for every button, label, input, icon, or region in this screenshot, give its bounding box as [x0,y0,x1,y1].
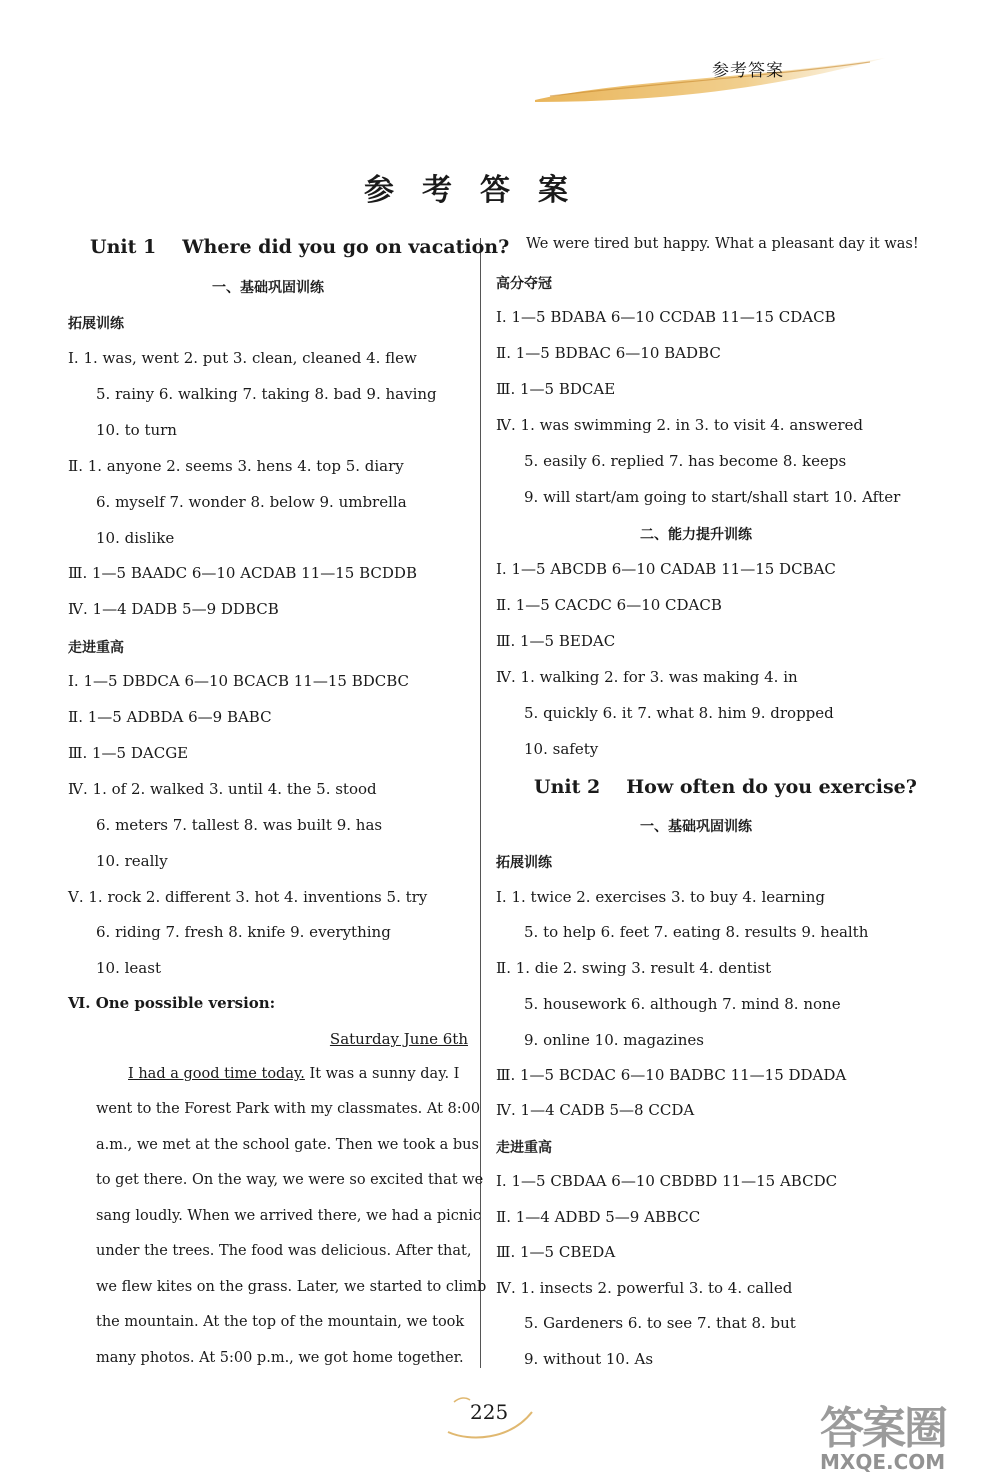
answer-line: 6. myself 7. wonder 8. below 9. umbrella [96,493,407,511]
unit-title: Where did you go on vacation? [182,236,510,258]
answer-line: Ⅳ. 1. was swimming 2. in 3. to visit 4. answered [496,416,863,434]
answer-line: 9. online 10. magazines [524,1031,704,1049]
answer-line: 9. will start/am going to start/shall start 10. After [524,488,901,506]
answer-line: Ⅱ. 1—4 ADBD 5—9 ABBCC [496,1208,701,1226]
answer-line: 5. housework 6. although 7. mind 8. none [524,995,841,1013]
essay-line: we flew kites on the grass. Later, we started to climb [96,1279,487,1295]
answer-line: Ⅰ. 1. twice 2. exercises 3. to buy 4. learning [496,888,825,906]
answer-line: 5. to help 6. feet 7. eating 8. results 9. health [524,923,869,941]
answer-line: Ⅲ. 1—5 BAADC 6—10 ACDAB 11—15 BCDDB [68,564,417,582]
answer-line: 10. safety [524,740,599,758]
essay-line: sang loudly. When we arrived there, we had a picnic [96,1208,481,1224]
subsection-heading: 拓展训练 [68,316,124,332]
answer-line: Ⅲ. 1—5 BDCAE [496,380,616,398]
essay-underlined-phrase: I had a good time today. [128,1066,305,1082]
essay-line: a.m., we met at the school gate. Then we took a bus [96,1137,479,1153]
essay-line: the mountain. At the top of the mountain, we took [96,1314,465,1330]
subsection-heading: 高分夺冠 [496,276,552,292]
answer-line: Ⅲ. 1—5 BCDAC 6—10 BADBC 11—15 DDADA [496,1066,847,1084]
essay-line: to get there. On the way, we were so excited that we [96,1172,484,1188]
answer-line: Ⅱ. 1—5 CACDC 6—10 CDACB [496,596,722,614]
page-title: 参考答案 [364,173,596,208]
column-divider [480,238,481,1368]
answer-line: 9. without 10. As [524,1350,654,1368]
subsection-heading: 拓展训练 [496,855,552,871]
unit-title: How often do you exercise? [626,776,917,798]
watermark-url: MXQE.COM [820,1450,946,1474]
unit-heading [90,236,509,258]
answer-line: Ⅳ. 1. walking 2. for 3. was making 4. in [496,668,798,686]
essay-line [128,1066,459,1082]
answer-line: Ⅲ. 1—5 DACGE [68,744,189,762]
answer-line: 5. quickly 6. it 7. what 8. him 9. dropped [524,704,834,722]
answer-line: Ⅳ. 1. insects 2. powerful 3. to 4. called [496,1279,793,1297]
watermark-logo [820,1392,990,1477]
answer-line: 5. easily 6. replied 7. has become 8. keeps [524,452,847,470]
answer-line: 10. to turn [96,421,177,439]
section-heading: 一、基础巩固训练 [212,280,324,296]
answer-line: Ⅱ. 1. die 2. swing 3. result 4. dentist [496,959,772,977]
answer-line: 6. riding 7. fresh 8. knife 9. everything [96,923,391,941]
answer-line: Ⅰ. 1—5 CBDAA 6—10 CBDBD 11—15 ABCDC [496,1172,838,1190]
essay-line: many photos. At 5:00 p.m., we got home together. [96,1350,464,1366]
unit-number: Unit 1 [90,236,157,258]
answer-line: Ⅳ. 1—4 DADB 5—9 DDBCB [68,600,279,618]
answer-line: Ⅱ. 1. anyone 2. seems 3. hens 4. top 5. diary [68,457,404,475]
answer-line: Ⅱ. 1—5 BDBAC 6—10 BADBC [496,344,721,362]
section-heading: 一、基础巩固训练 [640,819,752,835]
answer-line: Ⅰ. 1—5 DBDCA 6—10 BCACB 11—15 BDCBC [68,672,409,690]
essay-line: under the trees. The food was delicious. After that, [96,1243,472,1259]
answer-line: 10. dislike [96,529,175,547]
answer-line: 10. least [96,959,161,977]
answer-line: Ⅰ. 1—5 BDABA 6—10 CCDAB 11—15 CDACB [496,308,836,326]
answer-line: 6. meters 7. tallest 8. was built 9. has [96,816,383,834]
essay-date: Saturday June 6th [329,1030,468,1048]
unit-heading [534,776,917,798]
answer-line: Ⅱ. 1—5 ADBDA 6—9 BABC [68,708,272,726]
watermark-text: 答案圈 [820,1403,946,1454]
answer-line: Ⅰ. 1. was, went 2. put 3. clean, cleaned 4. flew [68,349,417,367]
subsection-heading: 走进重高 [68,640,124,656]
answer-line: 5. rainy 6. walking 7. taking 8. bad 9. having [96,385,437,403]
essay-line: We were tired but happy. What a pleasant day it was! [526,236,919,252]
answer-line: 10. really [96,852,168,870]
answer-line: 5. Gardeners 6. to see 7. that 8. but [524,1314,796,1332]
answer-line: Ⅵ. One possible version: [68,994,276,1012]
unit-number: Unit 2 [534,776,601,798]
page-number: 225 [470,1400,509,1424]
answer-line: Ⅰ. 1—5 ABCDB 6—10 CADAB 11—15 DCBAC [496,560,836,578]
answer-line: Ⅲ. 1—5 CBEDA [496,1243,616,1261]
header-swoosh-decoration [530,50,890,110]
answer-line: Ⅳ. 1. of 2. walked 3. until 4. the 5. stood [68,780,377,798]
essay-line: went to the Forest Park with my classmates. At 8:00 [96,1101,481,1117]
essay-text: It was a sunny day. I [304,1066,460,1082]
answer-line: Ⅲ. 1—5 BEDAC [496,632,616,650]
section-heading: 二、能力提升训练 [640,527,752,543]
subsection-heading: 走进重高 [496,1140,552,1156]
answer-line: Ⅴ. 1. rock 2. different 3. hot 4. inventions 5. try [68,888,428,906]
header-label: 参考答案 [712,61,784,81]
answer-line: Ⅳ. 1—4 CADB 5—8 CCDA [496,1101,695,1119]
